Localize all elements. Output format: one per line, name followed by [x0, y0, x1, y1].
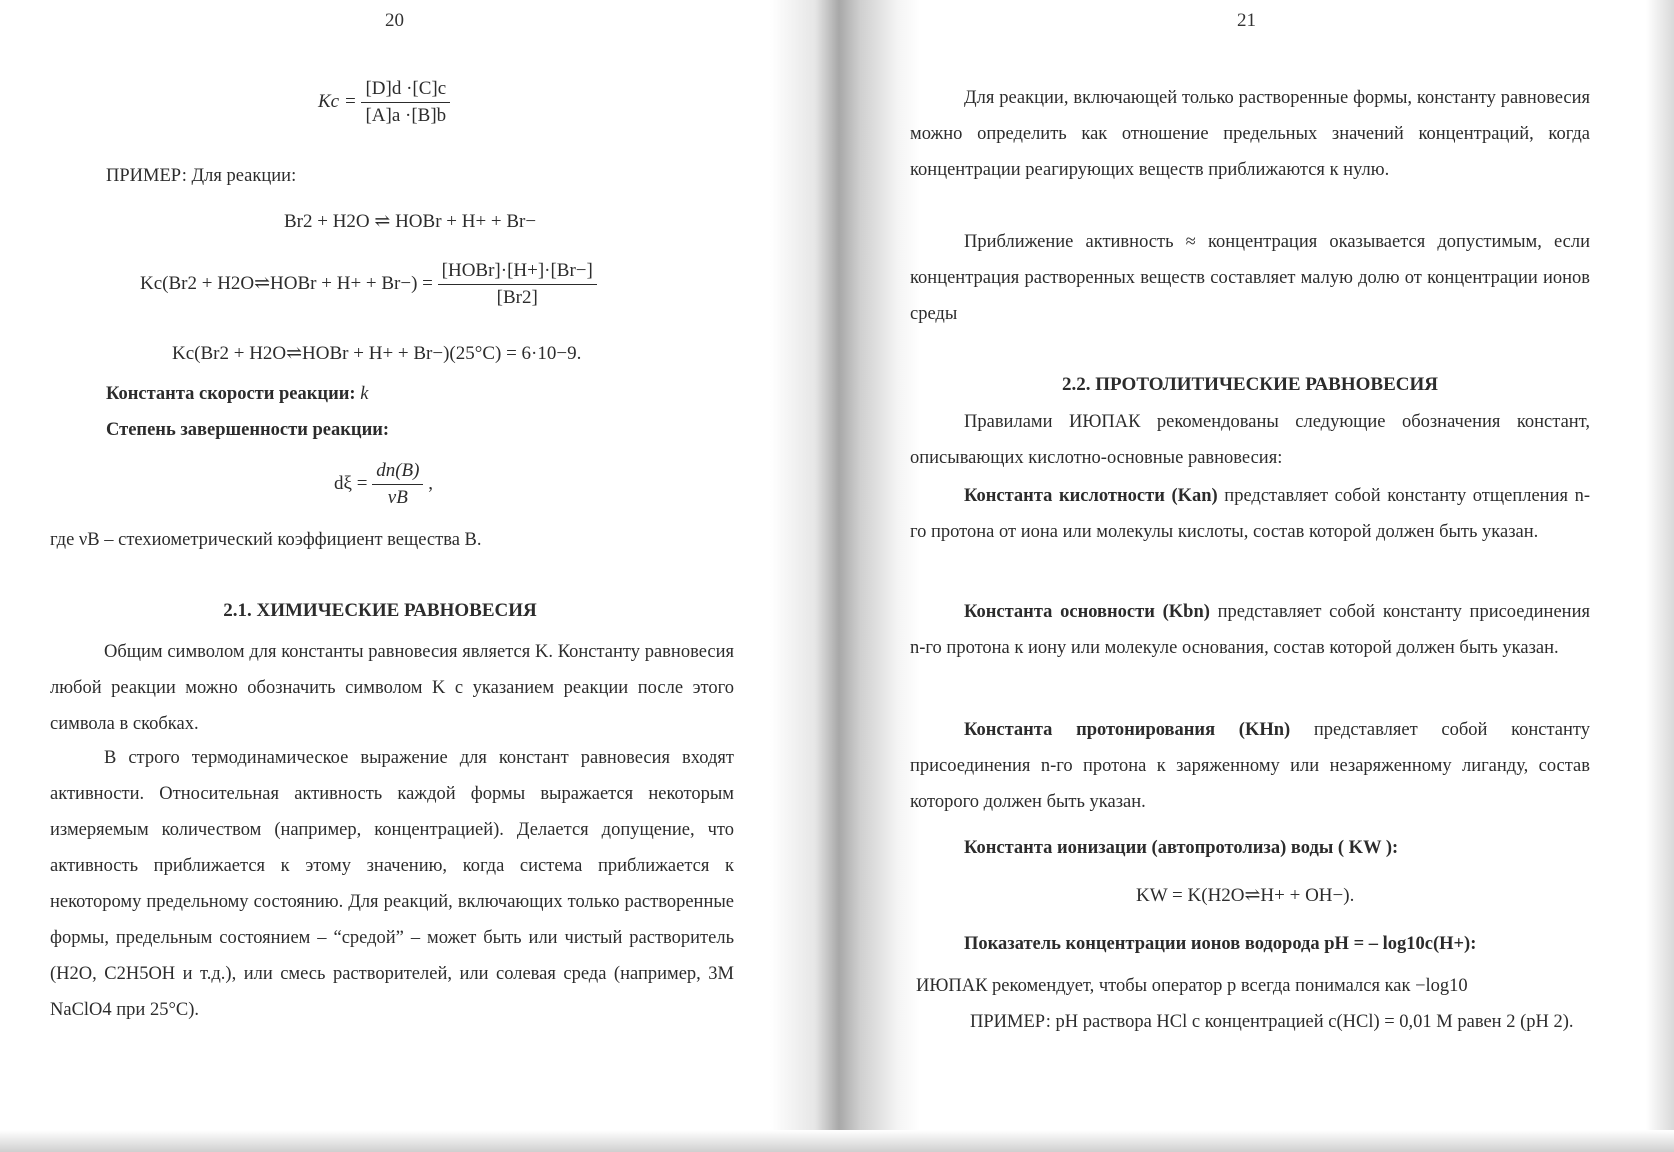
paragraph-activities: В строго термодинамическое выражение для констант равновесия входят активности. Относительная активность каждой формы выражается некоторым измеряемым количеством (например, концентрацией). Делается допущение, что активность приближается к этому значению, когда система приближается к некоторому предельному состоянию. Для реакций, включающих только растворенные формы, предельным состоянием – “средой” – может быть или чистый растворитель (H2O, C2H5OH и т.д.), или смесь растворителей, или солевая среда (например, 3M NaClO4 при 25°C). — [50, 748, 734, 1020]
paragraph-basicity-constant — [910, 594, 1590, 666]
xi-denominator: νB — [387, 487, 408, 508]
kc-denominator: [A]a ·[B]b — [365, 105, 447, 126]
page-edge-shadow — [1646, 0, 1674, 1152]
kw-formula: KW = K(H2O⇌H+ + OH−). — [1136, 885, 1355, 906]
rate-constant-label: Константа скорости реакции — [106, 384, 350, 404]
example-label: ПРИМЕР: Для реакции: — [106, 166, 297, 186]
protonation-constant-label: Константа протонирования (KHn) — [964, 720, 1291, 740]
paragraph-acidity-constant — [910, 478, 1590, 550]
page-number-right: 21 — [1237, 10, 1256, 31]
kc-expression-denominator: [Br2] — [496, 287, 538, 308]
xi-fraction — [372, 460, 423, 509]
paragraph-limit-constant: Для реакции, включающей только растворенные формы, константу равновесия можно определить как отношение предельных значений концентраций, когда концентрации реагирующих веществ приближаются к нулю. — [910, 88, 1590, 180]
xi-lhs: dξ = — [334, 472, 368, 494]
left-page — [0, 0, 770, 1152]
rate-constant-symbol: k — [360, 384, 369, 404]
acidity-constant-label: Константа кислотности (Kan) — [964, 486, 1218, 506]
kc-lhs: Kc = — [318, 90, 357, 112]
ionization-constant-label: Константа ионизации (автопротолиза) воды ( KW ): — [964, 838, 1399, 858]
section-title-2-1: 2.1. ХИМИЧЕСКИЕ РАВНОВЕСИЯ — [223, 600, 537, 621]
rate-constant-line: Константа скорости реакции: k — [106, 384, 369, 404]
paragraph-iupac-rules: Правилами ИЮПАК рекомендованы следующие обозначения констант, описывающих кислотно-основные равновесия: — [910, 412, 1590, 468]
iupac-operator-text: ИЮПАК рекомендует, чтобы оператор p всегда понимался как −log10 — [916, 976, 1468, 996]
protonation-constant-text: представляет собой константу присоединения n-го протона к заряженному или незаряженному лиганду, состав которого должен быть указан. — [910, 720, 1590, 812]
kc-expression — [140, 260, 597, 309]
acidity-constant-text: представляет собой константу отщепления n-го протона от иона или молекулы кислоты, состав которой должен быть указан. — [910, 486, 1590, 542]
kc-general-formula — [318, 78, 450, 127]
kc-value: Kc(Br2 + H2O⇌HOBr + H+ + Br−)(25°C) = 6·10−9. — [172, 343, 582, 364]
where-text: где νB – стехиометрический коэффициент вещества B. — [50, 530, 482, 550]
paragraph-equilibrium-symbol: Общим символом для константы равновесия является K. Константу равновесия любой реакции можно обозначить символом K с указанием реакции после этого символа в скобках. — [50, 642, 734, 734]
book-gutter-shadow — [770, 0, 920, 1152]
xi-tail: , — [428, 472, 433, 494]
xi-formula — [334, 460, 433, 509]
basicity-constant-text: представляет собой константу присоединения n-го протона к иону или молекуле основания, состав которой должен быть указан. — [910, 602, 1590, 658]
kc-numerator: [D]d ·[C]c — [361, 78, 450, 103]
paragraph-approximation: Приближение активность ≈ концентрация оказывается допустимым, если концентрация растворенных веществ составляет малую долю от концентрации ионов среды — [910, 232, 1590, 324]
ph-example-text: ПРИМЕР: pH раствора HCl с концентрацией c(HCl) = 0,01 M равен 2 (pH 2). — [970, 1012, 1574, 1032]
kc-fraction — [361, 78, 450, 127]
completeness-line: Степень завершенности реакции: — [106, 420, 390, 440]
reaction-equation: Br2 + H2O ⇌ HOBr + H+ + Br− — [284, 211, 537, 232]
xi-numerator: dn(B) — [372, 460, 423, 485]
kc-expression-fraction — [438, 260, 597, 309]
page-number-left: 20 — [385, 10, 404, 31]
ph-label: Показатель концентрации ионов водорода pH = – log10c(H+): — [964, 934, 1477, 954]
kc-expression-lhs: Kc(Br2 + H2O⇌HOBr + H+ + Br−) = — [140, 272, 433, 294]
paragraph-protonation-constant — [910, 712, 1590, 820]
basicity-constant-label: Константа основности (Kbn) — [964, 602, 1210, 622]
completeness-label: Степень завершенности реакции — [106, 420, 383, 440]
section-title-2-2: 2.2. ПРОТОЛИТИЧЕСКИЕ РАВНОВЕСИЯ — [1062, 374, 1438, 395]
right-page — [900, 0, 1640, 1152]
kc-expression-numerator: [HOBr]·[H+]·[Br−] — [438, 260, 597, 285]
